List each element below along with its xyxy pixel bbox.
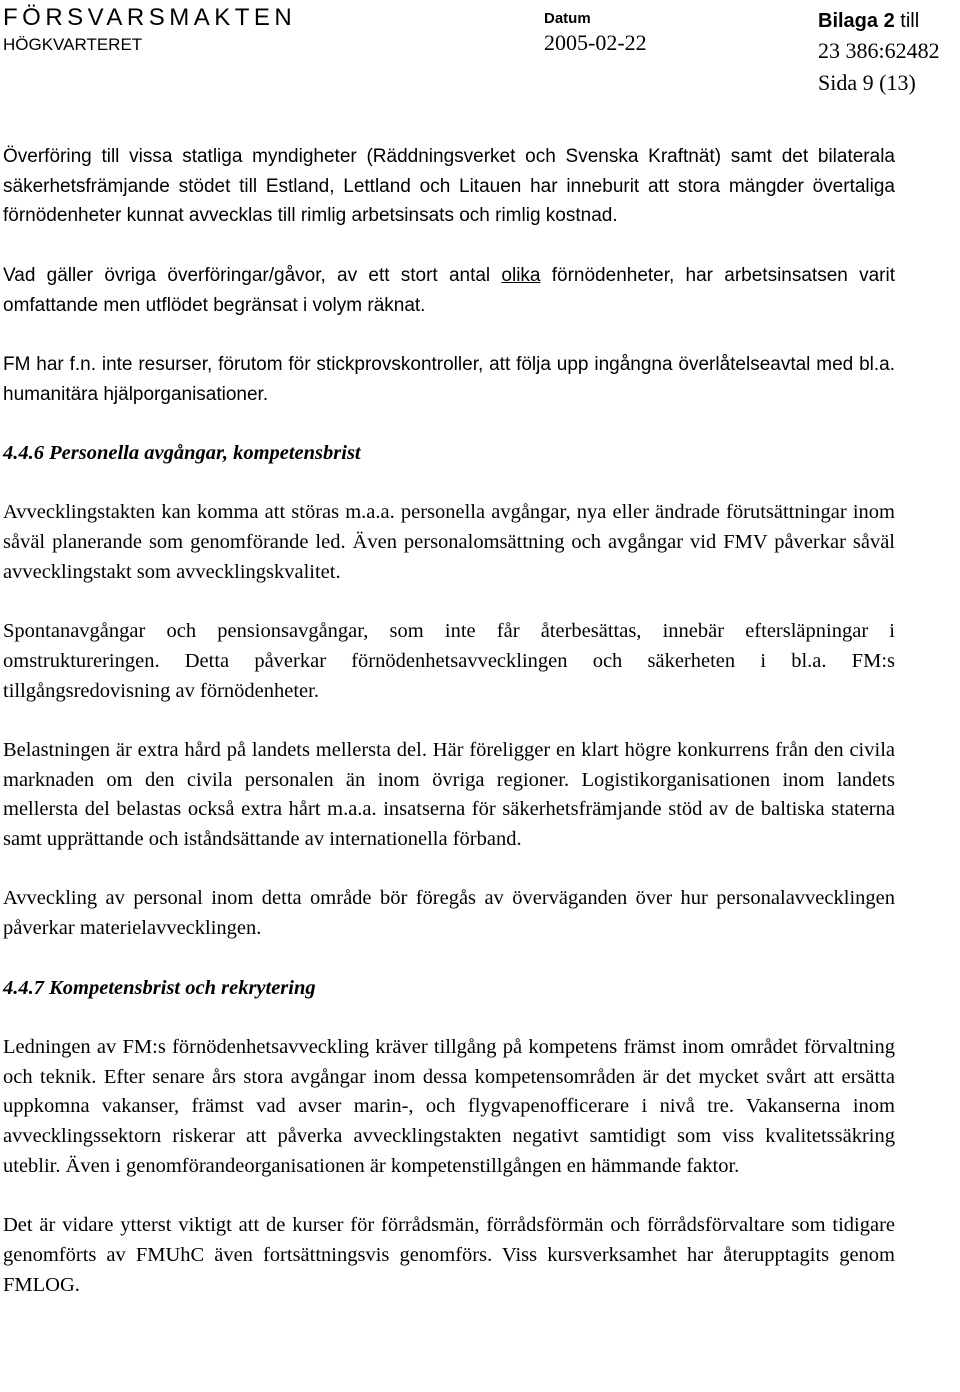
paragraph-5: Spontanavgångar och pensionsavgångar, som inte får återbesättas, innebär eftersläpningar i omstruktureringen. Detta påverkar förnödenhetsavvecklingen och säkerheten i bl.a. FM:s tillgångsredovisning av förnödenheter. xyxy=(3,620,895,702)
underlined-word: olika xyxy=(501,264,541,286)
paragraph-9: Det är vidare ytterst viktigt att de kurser för förrådsmän, förrådsförmän och förrådsförvaltare som tidigare genomförts av FMUhC även fortsättningsvis genomförs. Viss kursverksamhet har återupptagits genom FMLOG. xyxy=(3,1214,895,1296)
paragraph-8: Ledningen av FM:s förnödenhetsavveckling kräver tillgång på kompetens främst inom området förvaltning och teknik. Efter senare års stora avgångar inom dessa kompetensområden är det mycket svårt att ersätta uppkomna vakanser, främst vad avser marin-, och flygvapenofficerare i nivå tre. Vakanserna inom avvecklingssektorn riskerar att påverka avvecklingstakten negativt samtidigt som viss kvalitetssäkring uteblir. Även i genomförandeorganisationen är kompetenstillgången en hämmande faktor. xyxy=(3,1035,895,1177)
paragraph-6: Belastningen är extra hård på landets mellersta del. Här föreligger en klart högre konkurrens från den civila marknaden om den civila personalen än inom övriga regioner. Logistikorganisationen inom landets mellersta del belastas också extra hårt m.a.a. insatserna för säkerhetsfrämjande stöd av de baltiska staterna samt upprättande och iståndsättande av internationella förband. xyxy=(3,738,895,851)
attachment-number: Bilaga 2 xyxy=(818,10,895,32)
attachment-label xyxy=(818,10,919,33)
section-heading-4-4-7: 4.4.7 Kompetensbrist och rekrytering xyxy=(3,976,316,999)
paragraph-2 xyxy=(3,261,895,320)
attachment-till: till xyxy=(894,10,920,32)
paragraph-7: Avveckling av personal inom detta område bör föregås av överväganden över hur personalavvecklingen påverkar materielavvecklingen. xyxy=(3,887,895,940)
paragraph-2-part-b: förnödenheter, har arbetsinsatsen varit omfattande men utflödet begränsat i volym räknat. xyxy=(3,264,895,316)
document-body xyxy=(3,142,895,1330)
date-value: 2005-02-22 xyxy=(544,30,647,55)
organization-unit: HÖGKVARTERET xyxy=(3,35,143,54)
date-label: Datum xyxy=(544,10,591,27)
page-number: Sida 9 (13) xyxy=(818,70,916,95)
paragraph-2-part-a: Vad gäller övriga överföringar/gåvor, av ett stort antal xyxy=(3,264,502,286)
reference-number: 23 386:62482 xyxy=(818,38,940,63)
paragraph-3: FM har f.n. inte resurser, förutom för stickprovskontroller, att följa upp ingångna överlåtelseavtal med bl.a. humanitära hjälporganisationer. xyxy=(3,353,895,405)
paragraph-1: Överföring till vissa statliga myndigheter (Räddningsverket och Svenska Kraftnät) samt det bilaterala säkerhetsfrämjande stödet till Estland, Lettland och Litauen har inneburit att stora mängder övertaliga förnödenheter kunnat avvecklas till rimlig arbetsinsats och rimlig kostnad. xyxy=(3,146,895,227)
section-heading-4-4-6: 4.4.6 Personella avgångar, kompetensbrist xyxy=(3,441,361,464)
organization-name: FÖRSVARSMAKTEN xyxy=(3,4,297,31)
paragraph-4: Avvecklingstakten kan komma att störas m.a.a. personella avgångar, nya eller ändrade förutsättningar inom såväl planerande som genomförande led. Även personalomsättning och avgångar vid FMV påverkar såväl avvecklingstakt som avvecklingskvalitet. xyxy=(3,501,895,583)
